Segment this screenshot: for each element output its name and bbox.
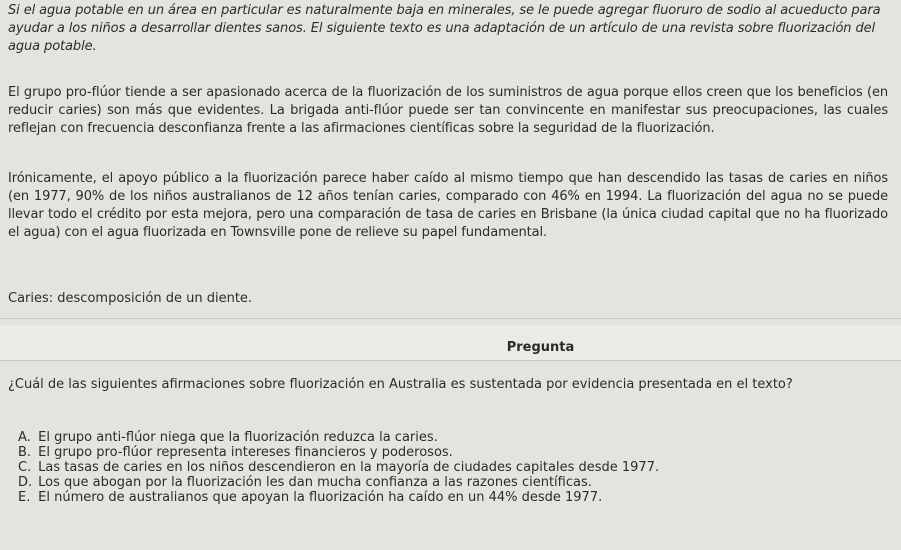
caries-definition: Caries: descomposición de un diente. <box>8 291 253 306</box>
option-c[interactable] <box>18 460 659 475</box>
option-text: El número de australianos que apoyan la fluorización ha caído en un 44% desde 1977. <box>38 490 603 505</box>
intro-text: Si el agua potable en un área en particular es naturalmente baja en minerales, se le puede agregar fluoruro de sodio al acueducto para ayudar a los niños a desarrollar dientes sanos. El siguiente texto es una adaptación de un artículo de una revista sobre fluorización del agua potable. <box>8 3 881 54</box>
question-text: ¿Cuál de las siguientes afirmaciones sobre fluorización en Australia es sustentada por evidencia presentada en el texto? <box>8 377 793 392</box>
divider-top <box>0 318 901 319</box>
option-letter: E. <box>18 490 31 505</box>
option-letter: B. <box>18 445 32 460</box>
option-letter: D. <box>18 475 33 490</box>
option-a[interactable] <box>18 430 659 445</box>
answer-options <box>18 430 659 505</box>
option-text: Los que abogan por la fluorización les dan mucha confianza a las razones científicas. <box>38 475 592 490</box>
divider-bottom <box>0 360 901 361</box>
option-b[interactable] <box>18 445 659 460</box>
paragraph-pro-anti-fluor: El grupo pro-flúor tiende a ser apasionado acerca de la fluorización de los suministros de agua porque ellos creen que los beneficios (en reducir caries) son más que evidentes. La brigada anti-flúor puede ser tan convincente en manifestar sus preocupaciones, las cuales reflejan con frecuencia desconfianza frente a las afirmaciones científicas sobre la seguridad de la fluorización. <box>8 85 888 136</box>
paragraph-caries-rates: Irónicamente, el apoyo público a la fluorización parece haber caído al mismo tiempo que han descendido las tasas de caries en niños (en 1977, 90% de los niños australianos de 12 años tenían caries, comparado con 46% en 1994. La fluorización del agua no se puede llevar todo el crédito por esta mejora, pero una comparación de tasa de caries en Brisbane (la única ciudad capital que no ha fluorizado el agua) con el agua fluorizada en Townsville pone de relieve su papel fundamental. <box>8 171 888 240</box>
question-header: Pregunta <box>506 340 575 355</box>
option-letter: C. <box>18 460 32 475</box>
option-letter: A. <box>18 430 31 445</box>
option-text: El grupo anti-flúor niega que la fluorización reduzca la caries. <box>38 430 438 445</box>
option-e[interactable] <box>18 490 659 505</box>
option-text: Las tasas de caries en los niños descendieron en la mayoría de ciudades capitales desde 1977. <box>38 460 660 475</box>
option-text: El grupo pro-flúor representa intereses financieros y poderosos. <box>38 445 453 460</box>
option-d[interactable] <box>18 475 659 490</box>
